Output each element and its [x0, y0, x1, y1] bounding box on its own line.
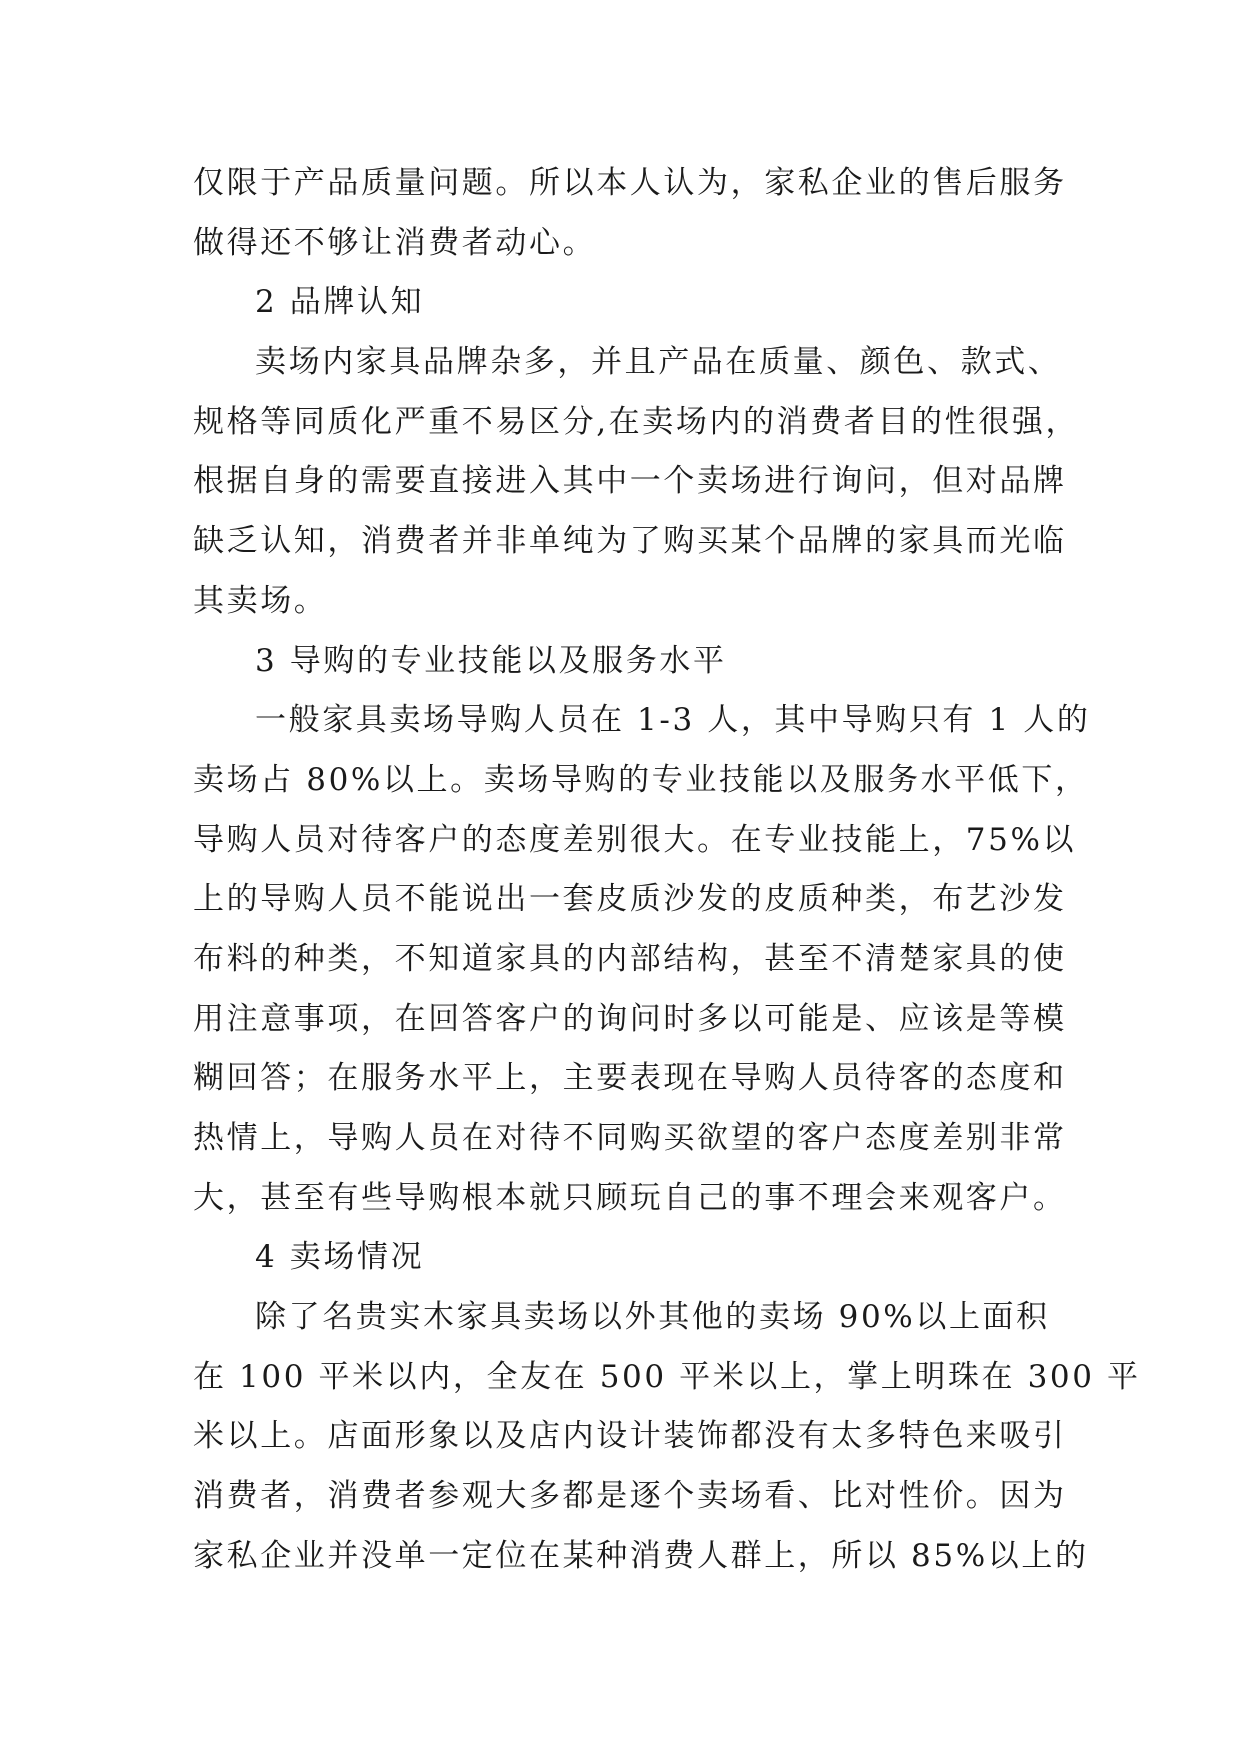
text-line: 规格等同质化严重不易区分,在卖场内的消费者目的性很强，: [193, 403, 1080, 440]
body-text: [193, 154, 1141, 1587]
text-line: 卖场内家具品牌杂多，并且产品在质量、颜色、款式、: [255, 344, 1062, 381]
text-line: 2 品牌认知: [255, 284, 425, 321]
text-line: 用注意事项，在回答客户的询问时多以可能是、应该是等模: [193, 1000, 1067, 1037]
text-line: 热情上，导购人员在对待不同购买欲望的客户态度差别非常: [193, 1120, 1067, 1156]
text-line: 大，甚至有些导购根本就只顾玩自己的事不理会来观客户。: [193, 1179, 1067, 1216]
text-line: 除了名贵实木家具卖场以外其他的卖场 90%以上面积: [255, 1299, 1050, 1336]
text-line: 米以上。店面形象以及店内设计装饰都没有太多特色来吸引: [193, 1418, 1067, 1455]
text-line: 做得还不够让消费者动心。: [193, 224, 597, 261]
text-line: 在 100 平米以内，全友在 500 平米以上，掌上明珠在 300 平: [193, 1358, 1141, 1395]
text-line: 上的导购人员不能说出一套皮质沙发的皮质种类，布艺沙发: [193, 881, 1067, 918]
text-line: 根据自身的需要直接进入其中一个卖场进行询问，但对品牌: [193, 463, 1067, 500]
text-line: 导购人员对待客户的态度差别很大。在专业技能上，75%以: [193, 821, 1077, 858]
text-line: 一般家具卖场导购人员在 1-3 人，其中导购只有 1 人的: [255, 702, 1091, 739]
text-line: 缺乏认知，消费者并非单纯为了购买某个品牌的家具而光临: [193, 523, 1067, 560]
text-line: 卖场占 80%以上。卖场导购的专业技能以及服务水平低下，: [193, 761, 1089, 798]
text-line: 布料的种类，不知道家具的内部结构，甚至不清楚家具的使: [193, 940, 1067, 977]
text-line: 家私企业并没单一定位在某种消费人群上，所以 85%以上的: [193, 1537, 1089, 1574]
text-line: 其卖场。: [193, 582, 328, 619]
text-line: 仅限于产品质量问题。所以本人认为，家私企业的售后服务: [193, 165, 1067, 201]
text-line: 消费者，消费者参观大多都是逐个卖场看、比对性价。因为: [193, 1478, 1067, 1515]
text-line: 4 卖场情况: [255, 1239, 425, 1276]
text-line: 3 导购的专业技能以及服务水平: [255, 642, 727, 679]
text-line: 糊回答；在服务水平上，主要表现在导购人员待客的态度和: [193, 1060, 1067, 1097]
